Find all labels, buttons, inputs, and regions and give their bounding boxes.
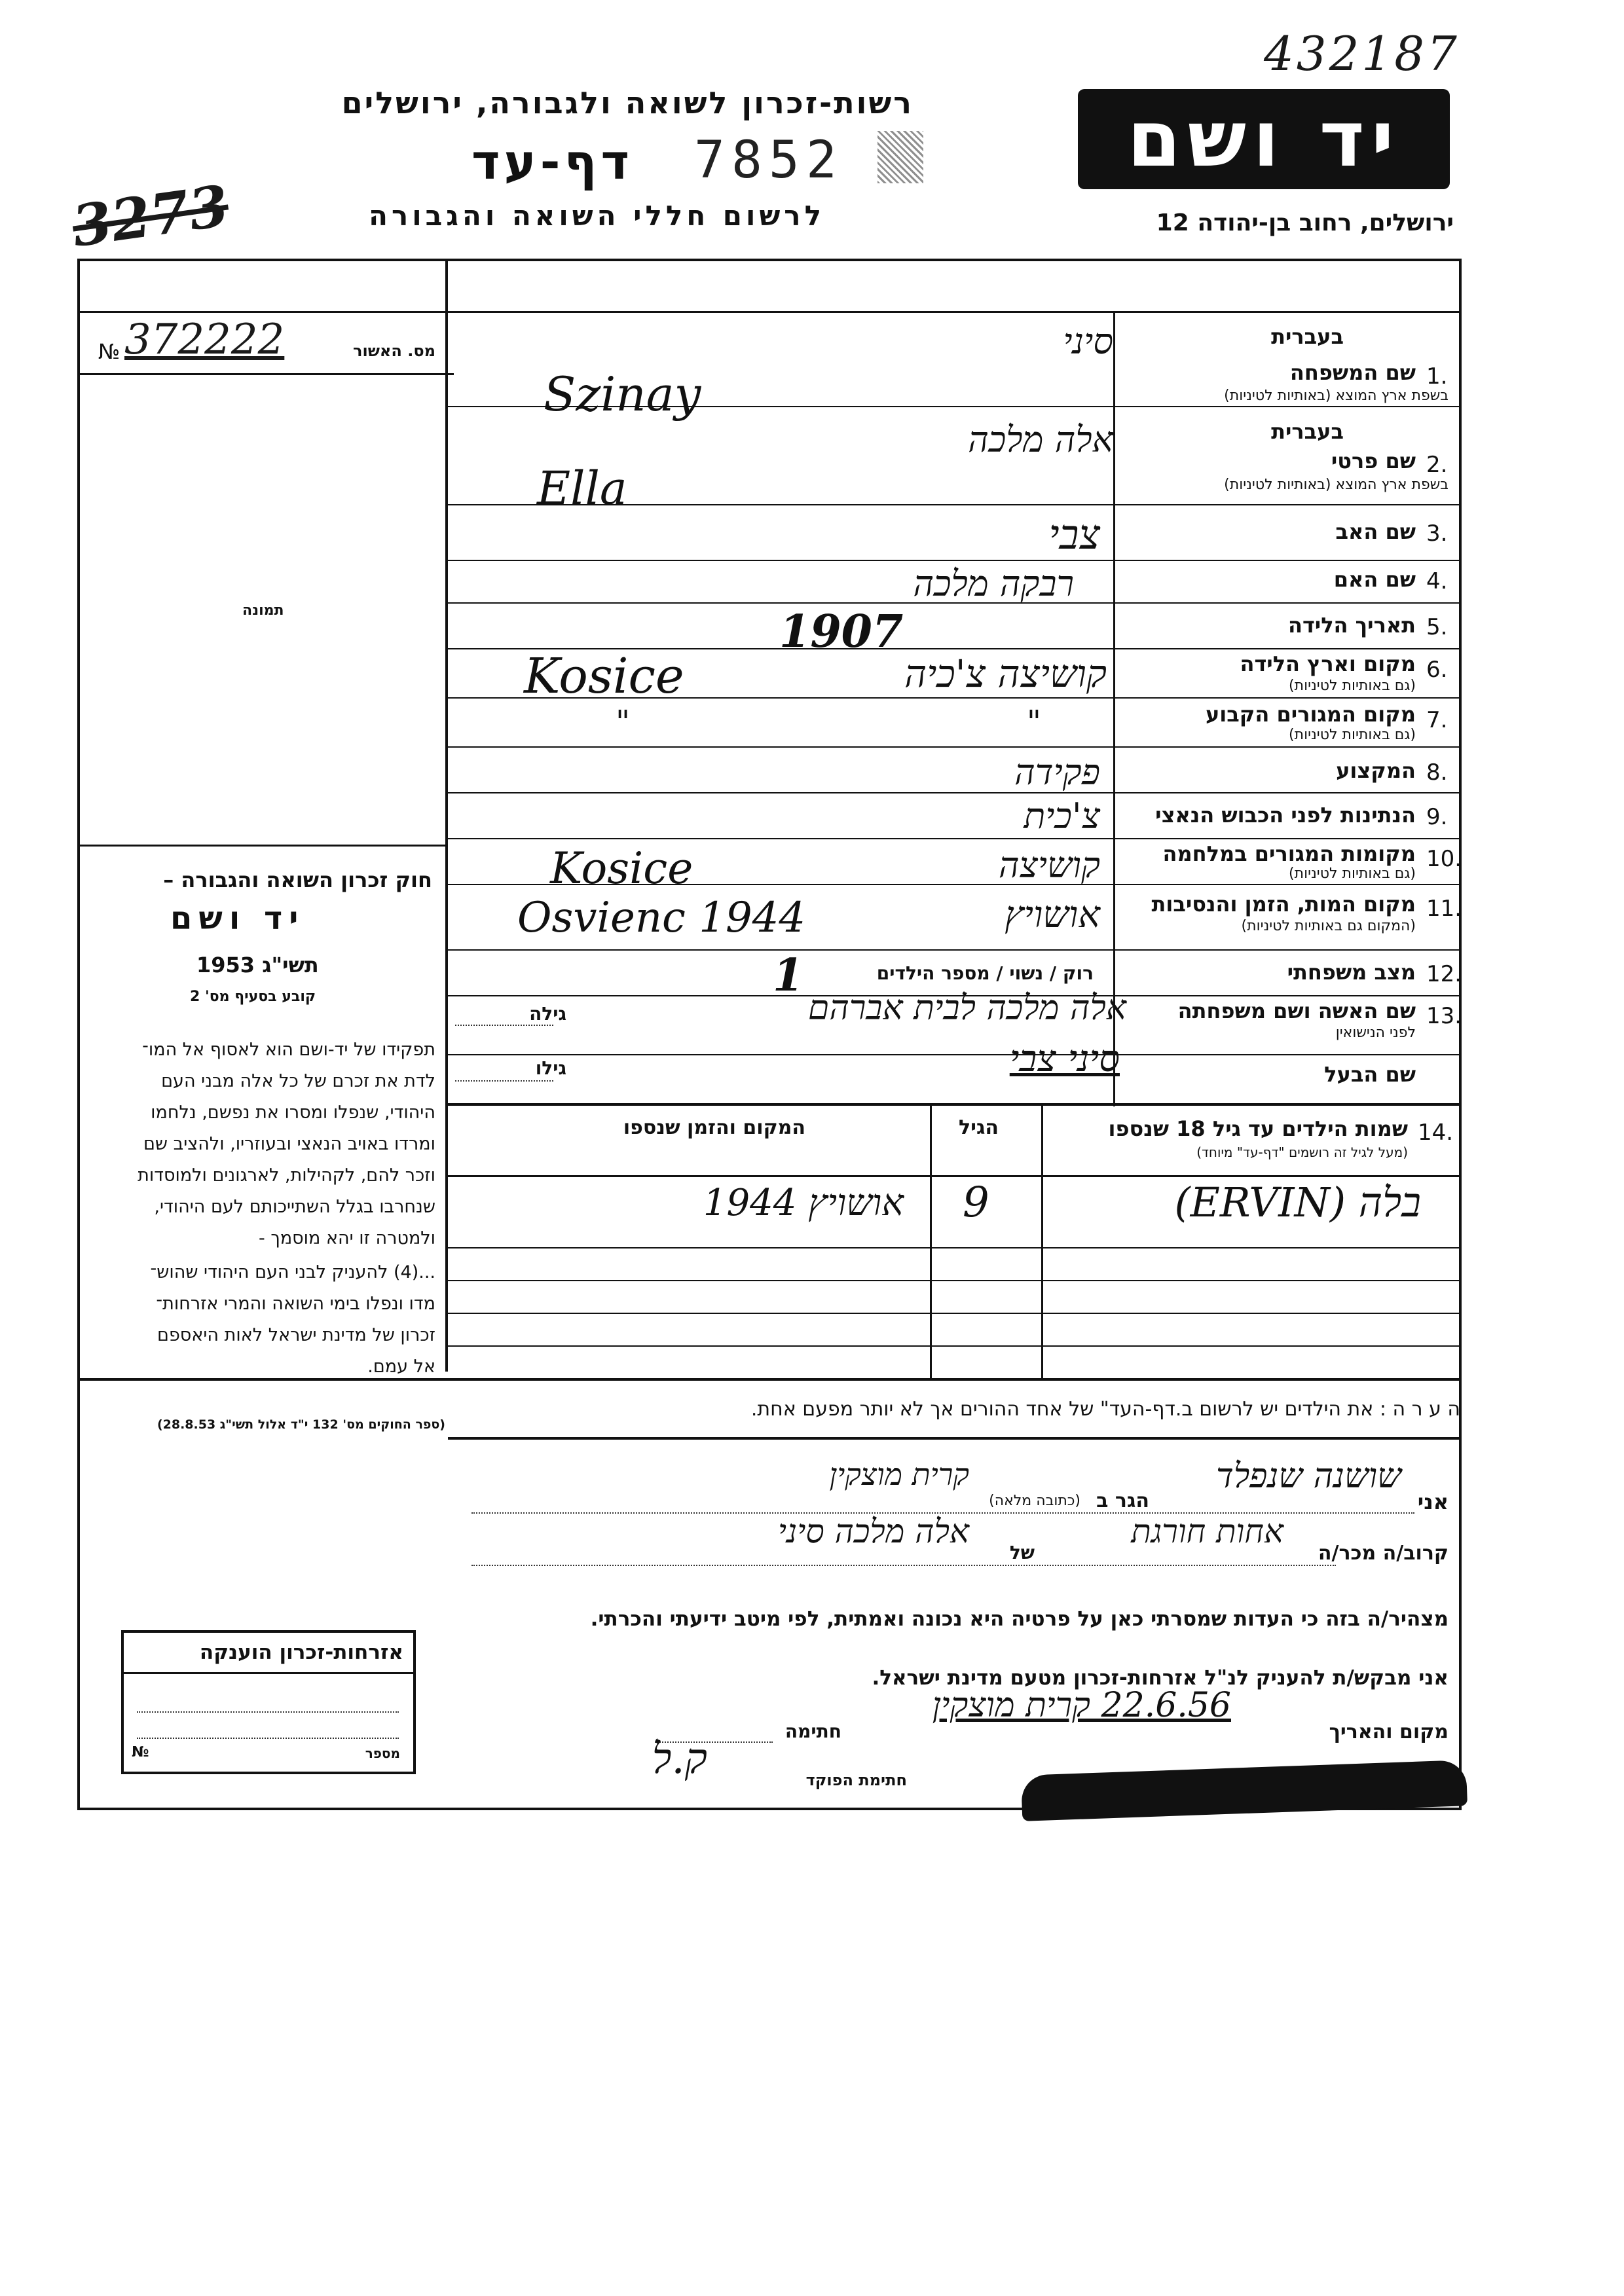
field11-latin-value[interactable]: Osvienc 1944 [517, 894, 806, 942]
field12-number: 12. [1426, 961, 1462, 987]
field1-number: 1. [1426, 363, 1448, 390]
law-line: וזכר להם, לקהילות, לארגונים ולמוסדות [138, 1165, 435, 1186]
field2-number: 2. [1426, 452, 1448, 478]
declaration-relation-label: קרוב/ה מכר/ה [1318, 1542, 1449, 1565]
citizenship-number-label: מספר [365, 1745, 400, 1761]
institution-title: רשות-זכרון לשואה ולגבורה, ירושלים [341, 85, 913, 120]
declaration-resides-label: הגר ב [1096, 1489, 1149, 1512]
field10-number: 10. [1426, 846, 1462, 872]
field1-label: שם המשפחה [1289, 360, 1416, 385]
law-line: ומרדו באויב הנאצי ובעוזריו, ולהציב שם [143, 1134, 435, 1154]
field2-heb-tag: בעברית [1271, 419, 1344, 444]
field1-latin-value[interactable]: Szinay [544, 367, 701, 422]
photo-label: תמונה [242, 602, 284, 619]
place-date-label: מקום והאריך [1329, 1721, 1449, 1743]
declaration-request: אני מבקש/ת להעניק לנ"ל אזרחות-זכרון מטעם מדינת ישראל. [872, 1666, 1449, 1690]
field4-value[interactable]: רבקה מלכה [913, 563, 1074, 604]
signature-label: חתימה [784, 1721, 841, 1742]
field8-value[interactable]: פקידה [1014, 752, 1100, 793]
field7-number: 7. [1426, 707, 1448, 733]
declarant-address[interactable]: קרית מוצקין [829, 1457, 969, 1492]
field13-label: שם האשה ושם משפחתה [1177, 998, 1416, 1023]
address-line: ירושלים, רחוב בן-יהודה 12 [1156, 210, 1454, 236]
field13-sub: לפני הנישואין [1335, 1025, 1416, 1041]
place-date-value[interactable]: 22.6.56 קרית מוצקין [932, 1686, 1231, 1725]
wife-name-value[interactable]: אלה מלכה לבית אברהם [807, 989, 1126, 1028]
declaration-of-name[interactable]: אלה מלכה סיני [777, 1512, 969, 1550]
law-name: יד ושם [170, 900, 305, 937]
field6-label: מקום וארץ הלידה [1240, 651, 1416, 676]
field9-value[interactable]: צ'כית [1024, 795, 1100, 837]
law-line: ולמטרה זו יהא מוסמך - [259, 1228, 435, 1248]
field12-inline-label: רוק / נשוי / מספר הילדים [876, 962, 1094, 984]
field2-sub: בשפת ארץ המוצא (באותיות לטיניות) [1224, 477, 1449, 493]
children-number: 14. [1418, 1120, 1454, 1146]
law-line: אל עמם. [367, 1357, 435, 1377]
field1-heb-tag: בעברית [1271, 324, 1344, 349]
field12-label: מצב משפחתי [1287, 960, 1416, 985]
field10-hebrew-value[interactable]: קושיצה [998, 845, 1100, 886]
field3-number: 3. [1426, 520, 1448, 547]
law-footnote: (ספר החוקים מס' 132 י"ד אלול תשי"ג 28.8.53) [157, 1417, 445, 1432]
field11-number: 11. [1426, 896, 1462, 922]
husband-label: שם הבעל [1324, 1062, 1416, 1087]
field6-latin-value[interactable]: Kosice [524, 648, 684, 704]
field6-hebrew-value[interactable]: קושיצה צ'כיה [904, 651, 1107, 696]
field9-label: הנתינות לפני הכבוש הנאצי [1155, 803, 1416, 828]
note-text: ה ע ר ה : את הילדים יש לרשום ב.דף-העד" של אחד ההורים אך לא יותר מפעם אחת. [750, 1398, 1460, 1421]
approval-prefix: № [98, 339, 120, 364]
field10-label: מקומות המגורים במלחמה [1162, 841, 1416, 866]
law-line: מדו ונפלו בימי השואה והמרי אזרחות־ [156, 1294, 435, 1314]
field1-hebrew-value[interactable]: סיני [1063, 321, 1113, 362]
declaration-of-label: של [1009, 1542, 1035, 1563]
children-col-age: הגיל [959, 1116, 999, 1139]
logo-text: יד ושם [1127, 94, 1401, 184]
field3-label: שם האב [1335, 519, 1416, 544]
citizenship-box [121, 1630, 416, 1774]
field5-value[interactable]: 1907 [779, 606, 904, 658]
children-header: שמות הילדים עד גיל 18 שנספו [1108, 1116, 1408, 1141]
law-section: קובע בסעיף מס' 2 [190, 989, 316, 1005]
field11-label: מקום המות, הזמן והנסיבות [1151, 892, 1416, 917]
field7-latin-value[interactable]: " [616, 704, 631, 740]
field2-label: שם פרטי [1331, 448, 1416, 473]
field7-sub: (גם באותיות לטיניות) [1289, 727, 1416, 743]
field11-hebrew-value[interactable]: אושויץ [1005, 894, 1100, 936]
form-title: דף-עד [471, 134, 633, 191]
law-title: חוק זכרון השואה והגבורה – [163, 867, 432, 892]
law-line: זכרון של מדינת ישראל לאות היאספם [157, 1325, 435, 1345]
field2-hebrew-value[interactable]: אלה מלכה [968, 419, 1113, 460]
field4-label: שם האם [1333, 567, 1416, 592]
field1-sub: בשפת ארץ המוצא (באותיות לטיניות) [1224, 388, 1449, 404]
field9-number: 9. [1426, 804, 1448, 830]
law-paragraph [69, 1034, 435, 1254]
approval-value: 372222 [124, 316, 285, 364]
form-number: 7852 [694, 131, 843, 190]
wife-age-label: גילה [529, 1003, 566, 1025]
husband-name-value[interactable]: סיני צבי [1009, 1038, 1120, 1080]
archive-number: 432187 [1264, 26, 1460, 81]
field4-number: 4. [1426, 568, 1448, 594]
field7-label: מקום המגורים הקבוע [1205, 702, 1416, 727]
field13-number: 13. [1426, 1003, 1462, 1029]
child-place-value[interactable]: אושויץ 1944 [703, 1182, 904, 1224]
law-line: שנחרבו בגלל השתייכותם לעם היהודי, [154, 1197, 435, 1217]
field8-number: 8. [1426, 759, 1448, 786]
field6-number: 6. [1426, 657, 1448, 683]
field5-label: תאריך הלידה [1287, 613, 1416, 638]
official-signature-value: ק.ל [652, 1735, 707, 1783]
citizenship-title: אזרחות-זכרון הוענקה [199, 1641, 403, 1664]
husband-age-label: גילו [535, 1057, 566, 1079]
field10-latin-value[interactable]: Kosice [550, 843, 693, 894]
declaration-statement: מצהיר/ה בזה כי העדות שמסרתי כאן על פרטיה היא נכונה ואמתית, לפי מיטב ידיעתי והכרתי. [590, 1607, 1449, 1631]
field3-value[interactable]: צבי [1048, 511, 1100, 558]
citizenship-number-prefix: № [132, 1744, 149, 1760]
law-year: תשי"ג 1953 [196, 953, 319, 977]
field2-latin-value[interactable]: Ella [537, 462, 627, 515]
official-signature-label: חתימת הפוקד [805, 1771, 907, 1789]
field12-value[interactable]: 1 [773, 949, 804, 1002]
yad-vashem-logo [1080, 92, 1447, 187]
old-number: 3273 [68, 172, 233, 261]
approval-label: מס. האשור [353, 342, 435, 360]
law-line: היהודי, שנפלו ומסרו את נפשם, נלחמו [151, 1102, 435, 1123]
child-age-value[interactable]: 9 [963, 1178, 989, 1227]
approval-number-field[interactable] [92, 316, 439, 367]
declarant-name[interactable]: שושנה שנפלד [1216, 1457, 1401, 1496]
field10-sub: (גם באותיות לטיניות) [1289, 866, 1416, 882]
field11-sub: (המקום גם באותיות לטיניות) [1241, 918, 1416, 934]
law-paragraph-2 [69, 1257, 435, 1383]
law-line: לדת את זכרם של כל אלה מבני העם [161, 1071, 435, 1091]
declaration-address-hint: (כתובה מלאה) [989, 1493, 1080, 1509]
field5-number: 5. [1426, 614, 1448, 640]
law-line: תפקידו של יד-ושם הוא לאסוף אל המו־ [142, 1040, 435, 1060]
declaration-i-label: אני [1417, 1489, 1449, 1514]
form-number-stamp [877, 131, 923, 183]
children-col-place: המקום והזמן שנספו [623, 1116, 805, 1139]
child-name-value[interactable]: בלה (ERVIN) [1174, 1178, 1421, 1226]
field8-label: המקצוע [1336, 758, 1416, 783]
children-header-sub: (מעל לגיל זה רושמים "דף-עד" מיוחד) [1196, 1144, 1408, 1160]
field6-sub: (גם באותיות לטיניות) [1289, 678, 1416, 694]
field7-hebrew-value[interactable]: " [1026, 704, 1041, 740]
declarant-relation[interactable]: אחות חורגת [1131, 1512, 1283, 1550]
law-line: ...(4) להעניק לבני העם היהודי שהוש־ [150, 1262, 435, 1283]
form-subtitle: לרשום חללי השואה והגבורה [369, 200, 825, 232]
